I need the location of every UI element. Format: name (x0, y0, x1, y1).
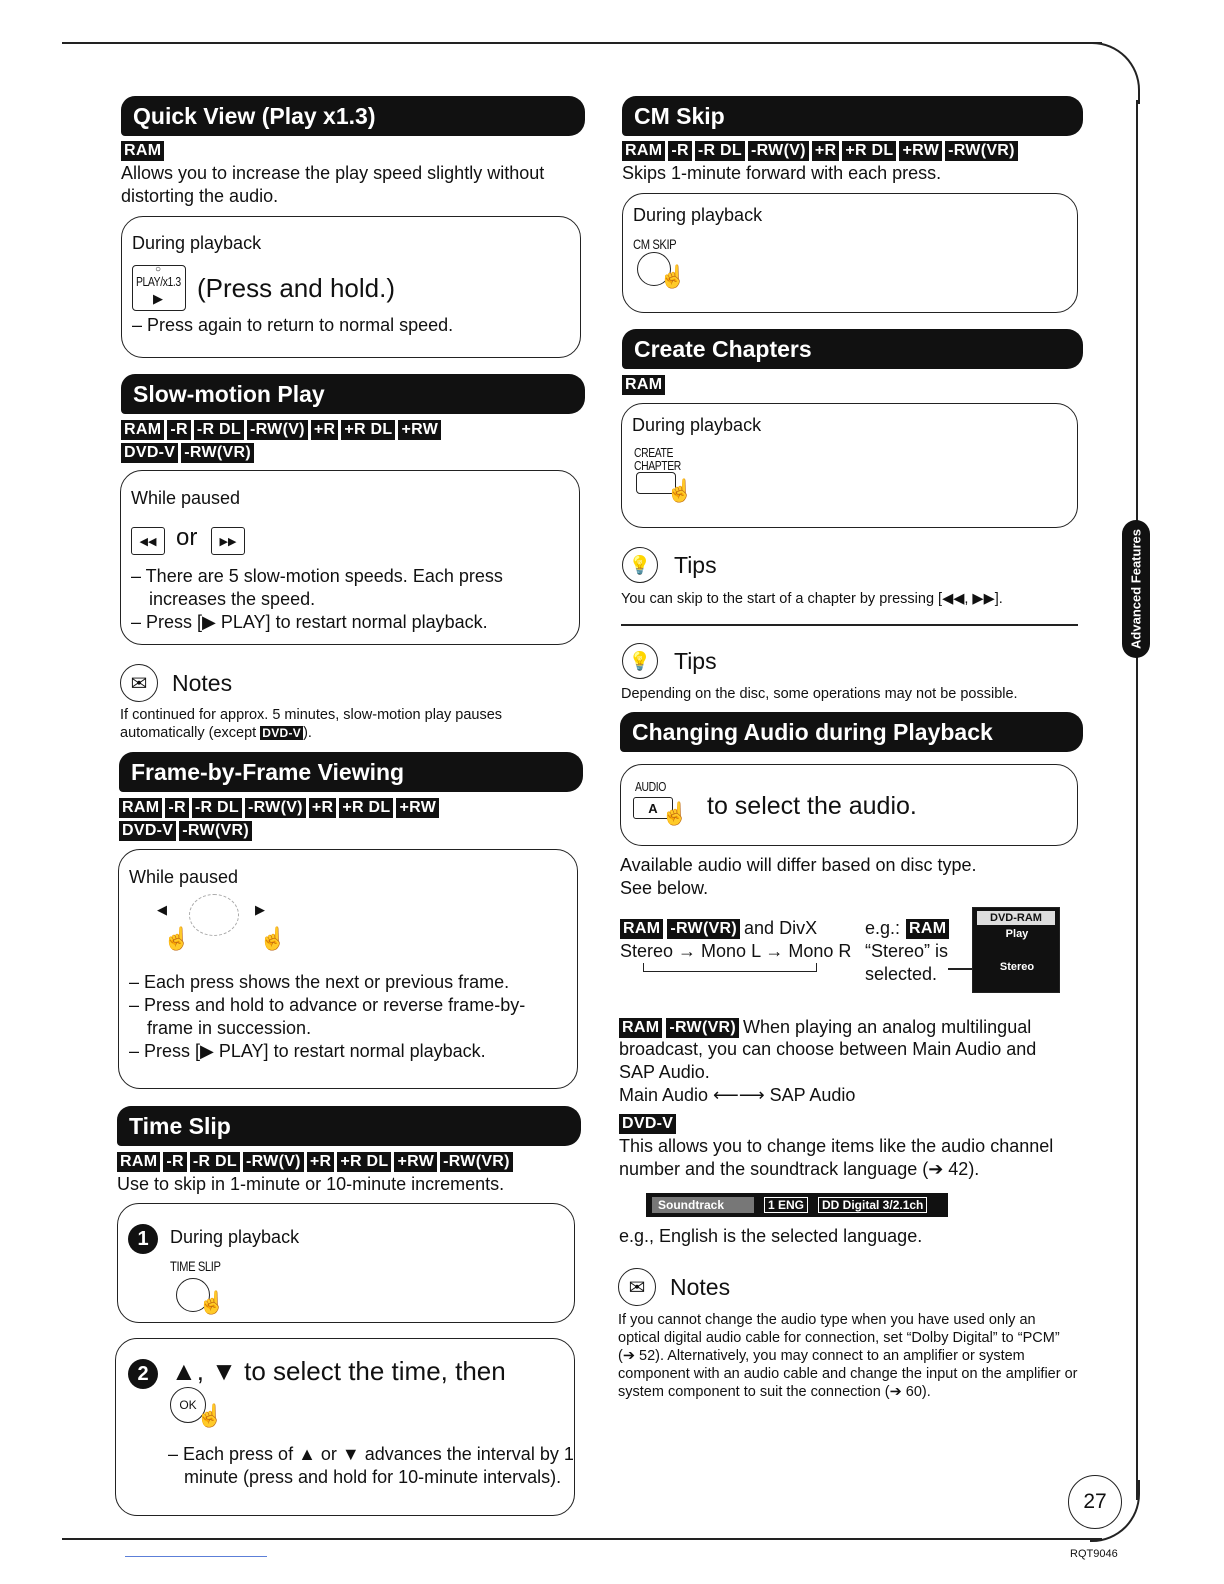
time-slip-step1-box (117, 1203, 575, 1323)
disc-tag: RAM (620, 919, 663, 939)
hand-press-icon: ☝ (259, 926, 287, 951)
disc-tag: DVD-V (262, 726, 302, 740)
box-heading: During playback (633, 205, 763, 225)
tips-icon: 💡 (622, 643, 658, 679)
top-corner (1090, 42, 1140, 104)
disc-tag: -RW(VR) (181, 443, 254, 463)
eg-row (865, 917, 949, 940)
disc-tag: RAM (117, 1152, 160, 1172)
disc-tag: RAM (622, 375, 665, 395)
box-heading: During playback (632, 415, 762, 435)
rewind-icon: ◀◀ (139, 535, 157, 548)
disc-tag: -R DL (695, 141, 745, 161)
mts-row (619, 1016, 1031, 1039)
disc-tag: +RW (398, 420, 441, 440)
disc-tag: +R DL (337, 1152, 391, 1172)
tips-text: Depending on the disc, some operations may not be possible. (621, 686, 1018, 702)
divider (621, 624, 1078, 626)
disc-tag: -RW(VR) (666, 1018, 739, 1038)
quick-view-desc: Allows you to increase the play speed slightly without distorting the audio. (121, 163, 545, 206)
tips-text: You can skip to the start of a chapter by pressing [◀◀, ▶▶]. (621, 591, 1003, 607)
dvdv-tags (619, 1114, 979, 1134)
disc-tag: +R (812, 141, 840, 161)
osd-play: Play (1005, 928, 1029, 940)
bottom-rule (62, 1538, 1102, 1540)
disc-tag: RAM (619, 1018, 662, 1038)
disc-tag: -RW(VR) (440, 1152, 513, 1172)
disc-tag: -R (163, 1152, 186, 1172)
divx-text: and DivX (744, 918, 818, 938)
disc-tag: +R DL (339, 798, 393, 818)
quick-view-header: Quick View (Play x1.3) (121, 96, 585, 136)
main-sap: Main Audio ⟵⟶ SAP Audio (619, 1085, 856, 1105)
audio-label: AUDIO (635, 779, 666, 794)
disc-tag: -R (165, 798, 188, 818)
disc-tag: DVD-V (619, 1114, 676, 1134)
box-heading: While paused (129, 867, 239, 887)
disc-tag: -R DL (190, 1152, 240, 1172)
osd-stereo: Stereo (999, 961, 1035, 973)
disc-tag: -RW(VR) (667, 919, 740, 939)
dvdv-text: This allows you to change items like the audio channel number and the soundtrack language (➔ 42). (619, 1136, 1054, 1179)
time-slip-tags (117, 1152, 557, 1172)
time-slip-step2-box (115, 1338, 575, 1516)
notes-heading: Notes (172, 670, 233, 696)
disc-tag: -R DL (194, 420, 244, 440)
disc-tag: +R (309, 798, 337, 818)
frame-by-frame-header: Frame-by-Frame Viewing (119, 752, 583, 792)
eg-text-1: “Stereo” is (865, 941, 949, 961)
slow-line-2: – Press [▶ PLAY] to restart normal playback. (131, 612, 488, 632)
cm-skip-header: CM Skip (622, 96, 1083, 136)
play-icon: ▶ (153, 291, 163, 306)
disc-tag: RAM (906, 919, 949, 939)
jog-dial-icon (189, 894, 239, 936)
frame-line-3: – Press [▶ PLAY] to restart normal playback. (129, 1041, 486, 1061)
hand-press-icon: ☝ (661, 801, 689, 826)
hand-press-icon: ☝ (666, 478, 694, 503)
quick-view-tags (121, 141, 481, 161)
disc-tag: -RW(VR) (945, 141, 1018, 161)
disc-tag: RAM (121, 420, 164, 440)
eg-text-2: selected. (865, 964, 938, 984)
cm-skip-box (622, 193, 1078, 313)
disc-tag: DVD-V (121, 443, 178, 463)
create-chapters-box (621, 403, 1078, 528)
disc-tag: -RW(V) (243, 1152, 304, 1172)
slow-line-1: – There are 5 slow-motion speeds. Each press increases the speed. (131, 566, 503, 609)
hand-press-icon: ☝ (163, 926, 191, 951)
disc-tag: -RW(V) (245, 798, 306, 818)
box-heading: During playback (132, 233, 262, 253)
play-x13-button[interactable] (132, 265, 186, 311)
tips-heading: Tips (674, 648, 717, 674)
disc-tag: RAM (121, 141, 164, 161)
disc-tag: RAM (622, 141, 665, 161)
box-note: – Press again to return to normal speed. (132, 315, 454, 335)
eg-language: e.g., English is the selected language. (619, 1226, 923, 1246)
audio-cycle: Stereo → Mono L → Mono R (620, 941, 852, 961)
time-slip-label: TIME SLIP (170, 1258, 221, 1274)
ok-button[interactable]: OK (170, 1387, 206, 1423)
fast-forward-button[interactable] (211, 527, 245, 555)
top-rule (62, 42, 1102, 44)
disc-tag: +R DL (341, 420, 395, 440)
side-tab[interactable]: Advanced Features (1122, 520, 1150, 658)
time-slip-header: Time Slip (117, 1106, 581, 1146)
frame-line-1: – Each press shows the next or previous frame. (129, 972, 510, 992)
tips-heading: Tips (674, 552, 717, 578)
cm-skip-label: CM SKIP (633, 236, 677, 252)
disc-tag: +R (307, 1152, 335, 1172)
page-number: 27 (1068, 1475, 1122, 1529)
soundtrack-label: Soundtrack (652, 1197, 754, 1213)
soundtrack-bar (646, 1193, 948, 1217)
step-back-button[interactable]: ◀ (157, 902, 167, 917)
disc-tag: DVD-V (119, 821, 176, 841)
see-below-text: See below. (620, 878, 709, 898)
right-rule (1136, 100, 1138, 1500)
create-chapters-tags (622, 375, 982, 395)
disc-tag: +RW (394, 1152, 437, 1172)
time-slip-desc: Use to skip in 1-minute or 10-minute increments. (117, 1174, 505, 1194)
fast-forward-icon: ▶▶ (219, 535, 237, 548)
frame-box (118, 849, 578, 1089)
audio-box (620, 764, 1078, 846)
disc-tag: +RW (899, 141, 942, 161)
audio-button[interactable]: A (633, 797, 673, 819)
disc-tag: -RW(VR) (179, 821, 252, 841)
step-number: 1 (128, 1224, 158, 1254)
disc-tag: -R DL (192, 798, 242, 818)
disc-tag: +R DL (842, 141, 896, 161)
notes-icon: ✉ (120, 664, 158, 702)
notes-heading: Notes (670, 1274, 731, 1300)
mts-text-1: When playing an analog multilingual (743, 1017, 1032, 1037)
step-number: 2 (128, 1359, 158, 1389)
button-label: PLAY/x1.3 (136, 274, 181, 289)
soundtrack-format: DD Digital 3/2.1ch (818, 1197, 927, 1213)
underline-mark (125, 1556, 267, 1557)
cm-skip-tags (622, 141, 1082, 161)
divx-row (620, 917, 817, 940)
hand-press-icon: ☝ (196, 1403, 224, 1428)
notes-text: If you cannot change the audio type when you have used only an optical digital audio cable for connection, set “Dolby Digital” to “PCM” (➔ 52). Alternatively, you may connect to an amplifier or system component with an audio cable and change the input on the amplifier or system component to suit the connection (➔ 60). (618, 1312, 1078, 1400)
step-note: – Each press of ▲ or ▼ advances the interval by 1 minute (press and hold for 10-minute intervals). (168, 1444, 574, 1487)
indicator-icon: ○ (155, 264, 162, 275)
slow-motion-box (120, 470, 580, 645)
press-hold-text: (Press and hold.) (197, 273, 395, 303)
doc-code: RQT9046 (1070, 1548, 1118, 1560)
osd-screen (972, 907, 1060, 993)
cycle-return-arrow (643, 963, 817, 972)
hand-press-icon: ☝ (659, 264, 687, 289)
eg-label: e.g.: (865, 918, 901, 938)
slow-motion-header: Slow-motion Play (121, 374, 585, 414)
step-forward-button[interactable]: ▶ (255, 902, 265, 917)
changing-audio-header: Changing Audio during Playback (620, 712, 1083, 752)
disc-tag: +R (311, 420, 339, 440)
notes-text: If continued for approx. 5 minutes, slow-motion play pauses automatically (except DVD-V ). (120, 707, 503, 741)
tips-icon: 💡 (622, 547, 658, 583)
frame-line-2: – Press and hold to advance or reverse frame-by-frame in succession. (129, 995, 526, 1038)
frame-tags (119, 798, 464, 841)
step-heading: ▲, ▼ to select the time, then (171, 1356, 506, 1386)
disc-tag: -RW(V) (247, 420, 308, 440)
osd-title: DVD-RAM (977, 911, 1055, 925)
audio-action: to select the audio. (707, 792, 917, 820)
quick-view-box (121, 216, 581, 358)
disc-tag: RAM (119, 798, 162, 818)
box-heading: While paused (131, 488, 241, 508)
cm-skip-desc: Skips 1-minute forward with each press. (622, 163, 942, 183)
disc-tag: -R (668, 141, 691, 161)
disc-tag: -R (167, 420, 190, 440)
create-chapter-label: CREATE CHAPTER (634, 445, 681, 473)
soundtrack-lang: 1 ENG (764, 1197, 808, 1213)
disc-tag: -RW(V) (748, 141, 809, 161)
notes-icon: ✉ (618, 1268, 656, 1306)
rewind-button[interactable] (131, 527, 165, 555)
available-text: Available audio will differ based on disc type. (620, 855, 977, 875)
create-chapters-header: Create Chapters (622, 329, 1083, 369)
step-heading: During playback (170, 1227, 300, 1247)
slow-motion-tags (121, 420, 466, 463)
disc-tag: +RW (396, 798, 439, 818)
mts-text-2: broadcast, you can choose between Main Audio and SAP Audio. (619, 1039, 1037, 1082)
hand-press-icon: ☝ (198, 1290, 226, 1315)
or-text: or (176, 524, 198, 551)
